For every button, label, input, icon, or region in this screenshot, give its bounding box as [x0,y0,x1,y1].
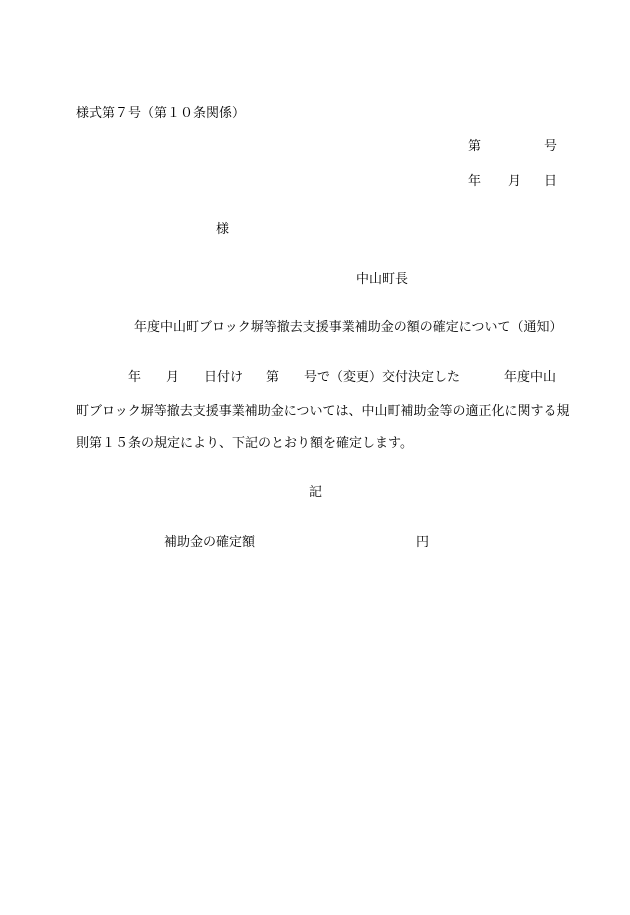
issuer-name: 中山町長 [356,272,409,287]
body-number-prefix: 第 [266,370,280,385]
amount-label: 補助金の確定額 [164,535,256,550]
date-year-label: 年 [468,174,482,189]
document-number-suffix: 号 [544,139,558,154]
form-label: 様式第７号（第１０条関係） [76,106,246,121]
body-decision-text: 号で（変更）交付決定した [304,370,461,385]
document-title: 年度中山町ブロック塀等撤去支援事業補助金の額の確定について（通知） [134,320,563,335]
ki-heading: 記 [309,485,323,500]
recipient-honorific: 様 [216,222,230,237]
body-month-label: 月 [166,370,180,385]
date-day-label: 日 [544,174,558,189]
date-month-label: 月 [508,174,522,189]
body-date-suffix: 日付け [204,370,244,385]
document-number-prefix: 第 [468,139,482,154]
body-year-label: 年 [128,370,142,385]
body-fiscal-year-text: 年度中山 [504,370,557,385]
body-line-3: 則第１５条の規定により、下記のとおり額を確定します。 [76,436,413,451]
body-line-2: 町ブロック塀等撤去支援事業補助金については、中山町補助金等の適正化に関する規 [76,404,570,419]
amount-unit: 円 [416,535,430,550]
